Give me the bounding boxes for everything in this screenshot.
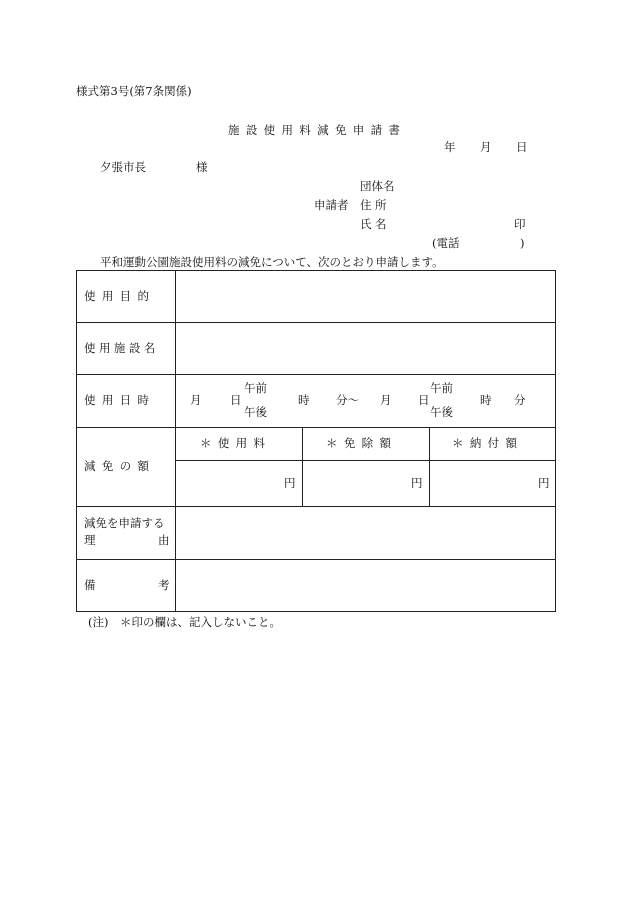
address-label: 住所: [360, 198, 390, 212]
footnote: (注) ＊印の欄は、記入しないこと。: [88, 615, 281, 629]
seal-mark: 印: [514, 217, 526, 231]
datetime-am: 午前: [244, 381, 267, 395]
reason-label-yu: 由: [158, 533, 170, 547]
addressee-sama: 様: [196, 160, 208, 174]
yen-unit-pay: 円: [538, 476, 550, 490]
col-exempt-amount: ＊免除額: [326, 436, 398, 450]
row-divider: [76, 427, 556, 428]
datetime-month-2: 月: [380, 393, 392, 407]
row-divider: [175, 460, 556, 461]
date-day: 日: [516, 140, 528, 154]
yen-unit-exempt: 円: [411, 476, 423, 490]
phone-close: ): [520, 236, 525, 250]
row-divider: [76, 374, 556, 375]
remarks-label-bi: 備: [84, 578, 96, 592]
addressee-mayor: 夕張市長: [100, 160, 146, 174]
datetime-pm: 午後: [244, 405, 267, 419]
column-divider: [429, 427, 430, 506]
date-month: 月: [480, 140, 492, 154]
remarks-label-kou: 考: [158, 578, 170, 592]
org-name-label: 団体名: [360, 179, 395, 193]
date-year: 年: [444, 140, 456, 154]
datetime-hour: 時: [298, 393, 310, 407]
intro-text: 平和運動公園施設使用料の減免について、次のとおり申請します。: [100, 255, 444, 269]
row-divider: [76, 559, 556, 560]
row-divider: [76, 506, 556, 507]
datetime-day: 日: [230, 393, 242, 407]
purpose-label: 使用目的: [84, 289, 156, 303]
datetime-minute-2: 分: [514, 393, 526, 407]
datetime-minute-to: 分〜: [336, 393, 359, 407]
yen-unit-fee: 円: [284, 476, 296, 490]
datetime-label: 使用日時: [84, 393, 156, 407]
form-number: 様式第3号(第7条関係): [76, 84, 192, 98]
datetime-am-2: 午前: [430, 381, 453, 395]
reduction-label: 減免の額: [84, 459, 156, 473]
col-payment-amount: ＊納付額: [452, 436, 524, 450]
datetime-month: 月: [190, 393, 202, 407]
reason-label-line1: 減免を申請する: [84, 516, 165, 530]
column-divider: [302, 427, 303, 506]
phone-open: (電話: [432, 236, 460, 250]
datetime-pm-2: 午後: [430, 405, 453, 419]
name-label: 氏名: [360, 217, 390, 231]
column-divider: [175, 270, 176, 612]
col-usage-fee: ＊使用料: [200, 436, 272, 450]
facility-label: 使用施設名: [84, 341, 159, 355]
reason-label-ri: 理: [84, 533, 96, 547]
document-title: 施設使用料減免申請書: [228, 123, 407, 137]
datetime-hour-2: 時: [480, 393, 492, 407]
datetime-day-2: 日: [418, 393, 430, 407]
row-divider: [76, 322, 556, 323]
applicant-label: 申請者: [314, 198, 349, 212]
